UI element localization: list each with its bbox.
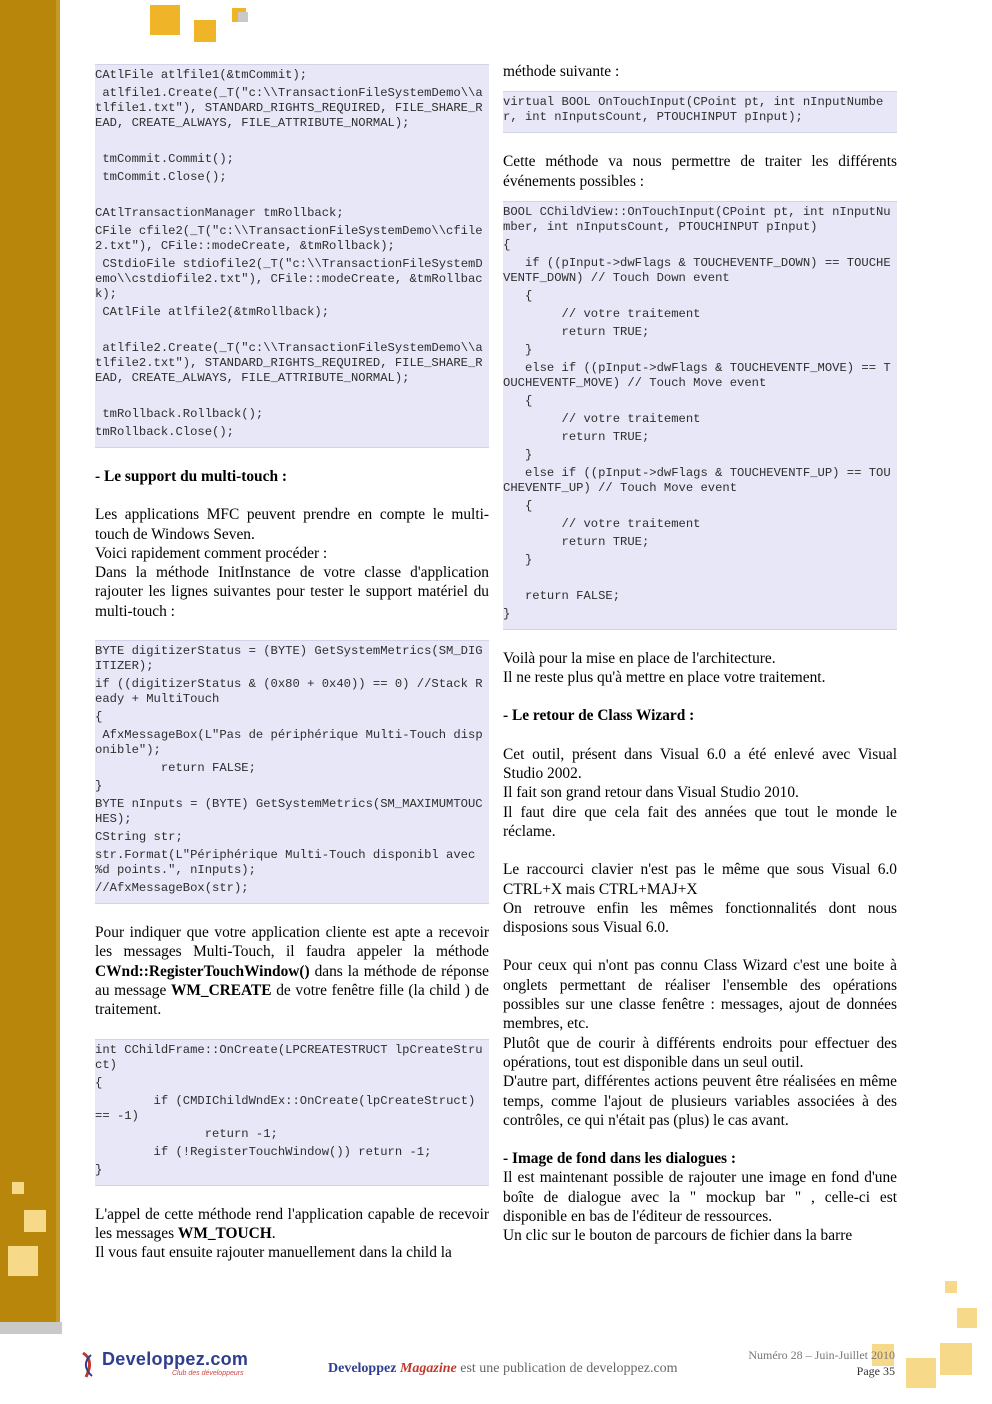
code-line: return TRUE; [503,429,650,444]
code-line: BYTE nInputs = (BYTE) GetSystemMetrics(SM_MAXIMUMTOUCHES); [95,797,483,827]
code-line: // votre traitement [503,516,701,531]
paragraph: Le raccourci clavier n'est pas le même que sous Visual 6.0 CTRL+X mais CTRL+MAJ+X [503,861,897,898]
paragraph: Un clic sur le bouton de parcours de fichier dans la barre [503,1227,853,1245]
code-block [95,64,489,448]
developpez-logo-icon [80,1351,96,1379]
paragraph [95,1205,489,1244]
text-run-bold: CWnd::RegisterTouchWindow() [95,962,310,980]
code-line: // votre traitement [503,411,701,426]
section-heading: - Le retour de Class Wizard : [503,707,695,725]
code-line [95,323,489,338]
code-line: { [503,498,533,513]
decorative-left-bar [0,0,56,1333]
code-line: return FALSE; [503,588,621,603]
paragraph: Pour ceux qui n'ont pas connu Class Wizard c'est une boite à onglets permettant de réaliser l'ensemble des opérations possibles sur une classe fenêtre : messages, ajout de données membres, etc. [503,957,897,1033]
text-run: Pour indiquer que votre application cliente est apte a recevoir les messages Multi-Touch, il faudra appeler la méthode [95,924,489,961]
code-line: if (CMDIChildWndEx::OnCreate(lpCreateStruct) == -1) [95,1093,483,1123]
code-line: { [95,1075,103,1090]
decorative-square [150,5,180,35]
code-line: else if ((pInput->dwFlags & TOUCHEVENTF_MOVE) == TOUCHEVENTF_MOVE) // Touch Move event [503,360,891,390]
paragraph: Voici rapidement comment procéder : [95,544,328,562]
code-line: if (!RegisterTouchWindow()) return -1; [95,1144,432,1159]
logo-text: Developpez.com [102,1349,249,1369]
code-line: BYTE digitizerStatus = (BYTE) GetSystemMetrics(SM_DIGITIZER); [95,644,483,674]
logo-tagline: Club des développeurs [172,1370,244,1377]
paragraph: Cet outil, présent dans Visual 6.0 a été enlevé avec Visual Studio 2002. [503,745,897,783]
code-line: { [503,393,533,408]
paragraph: méthode suivante : [503,63,620,80]
decorative-square [940,1343,972,1375]
code-line: return FALSE; [95,761,256,776]
code-line [95,134,489,149]
code-line: tmCommit.Close(); [95,170,227,184]
developpez-logo[interactable] [80,1349,260,1383]
paragraph: Cette méthode va nous permettre de traiter les différents événements possibles : [503,153,897,190]
decorative-square [957,1308,977,1328]
decorative-square [945,1281,957,1293]
decorative-square [906,1358,936,1388]
code-block [503,91,897,133]
code-line: { [503,237,511,252]
code-line: } [95,779,103,794]
decorative-square [12,1182,24,1194]
code-line: CString str; [95,830,183,845]
code-line: if ((pInput->dwFlags & TOUCHEVENTF_DOWN) == TOUCHEVENTF_DOWN) // Touch Down event [503,255,891,285]
text-run: L'appel de cette méthode rend l'application capable de recevoir les messages [95,1205,489,1242]
paragraph: Voilà pour la mise en place de l'architecture. [503,649,776,667]
code-line: AfxMessageBox(L"Pas de périphérique Multi-Touch disponible"); [95,728,483,758]
page-number: Page 35 [856,1364,895,1378]
text-run-bold: WM_TOUCH [177,1224,272,1242]
code-line: tmRollback.Close(); [95,425,234,439]
code-line: atlfile1.Create(_T("c:\\TransactionFileSystemDemo\\atlfile1.txt"), STANDARD_RIGHTS_REQUIRED, FILE_SHARE_READ, CREATE_ALWAYS, FILE_ATTRIBUTE_NORMAL); [95,86,483,130]
code-block [503,201,897,630]
code-line: return TRUE; [503,534,650,549]
code-line: { [503,288,533,303]
code-line: CAtlFile atlfile2(&tmRollback); [95,305,330,319]
paragraph: Il fait son grand retour dans Visual Studio 2010. [503,784,799,802]
text-run: de votre fenêtre fille (la child ) de traitement. [95,981,489,1019]
code-line: } [503,342,533,357]
paragraph: Plutôt que de courir à différents endroits pour effectuer des opérations, tout est disponible dans un seul outil. [503,1034,897,1071]
paragraph: Il faut dire que cela fait des années que tout le monde le réclame. [503,803,897,840]
code-line [503,571,897,586]
brand-name: Developpez [328,1361,397,1376]
paragraph: Les applications MFC peuvent prendre en compte le multi-touch de Windows Seven. [95,506,489,543]
paragraph: Il est maintenant possible de rajouter une image en fond d'une boîte de dialogue avec la " mockup bar " , celle-ci est disponible en bas de l'éditeur de ressources. [503,1169,897,1226]
code-line [95,188,489,203]
publication-line [328,1361,678,1377]
paragraph: Il ne reste plus qu'à mettre en place votre traitement. [503,669,826,687]
text-run: . [271,1224,276,1242]
decorative-square [238,12,248,22]
code-line: BOOL CChildView::OnTouchInput(CPoint pt, int nInputNumber, int nInputsCount, PTOUCHINPUT pInput) [503,204,891,234]
code-line: virtual BOOL OnTouchInput(CPoint pt, int nInputNumber, int nInputsCount, PTOUCHINPUT pInput); [503,95,884,125]
code-line: atlfile2.Create(_T("c:\\TransactionFileSystemDemo\\atlfile2.txt"), STANDARD_RIGHTS_REQUIRED, FILE_SHARE_READ, CREATE_ALWAYS, FILE_ATTRIBUTE_NORMAL); [95,341,483,385]
code-line: } [503,552,533,567]
code-line: CStdioFile stdiofile2(_T("c:\\TransactionFileSystemDemo\\cstdiofile2.txt"), CFile::modeCreate, &tmRollback); [95,257,483,301]
code-line: CAtlFile atlfile1(&tmCommit); [95,68,308,82]
paragraph: On retrouve enfin les mêmes fonctionnalités dont nous disposions sous Visual 6.0. [503,899,897,937]
code-line: //AfxMessageBox(str); [95,881,249,896]
publication-text: est une publication de developpez.com [456,1361,678,1376]
left-column [95,62,489,1262]
decorative-square [24,1210,46,1232]
decorative-bar-shadow [0,1322,62,1334]
paragraph: D'autre part, différentes actions peuvent être réalisées en même temps, comme l'ajout de plusieurs variables associées à des contrôles, ce qui n'était pas (plus) le cas avant. [503,1073,897,1129]
decorative-left-bar-edge [56,0,60,1333]
code-line: } [503,447,533,462]
code-line: { [95,710,103,725]
code-line: // votre traitement [503,306,701,321]
code-line: return -1; [95,1126,278,1141]
text-run: dans la méthode de réponse au message [95,962,489,999]
code-line: str.Format(L"Périphérique Multi-Touch disponibl avec %d points.", nInputs); [95,848,490,878]
code-block [95,1039,489,1186]
code-line: tmCommit.Commit(); [95,152,234,166]
section-heading: - Image de fond dans les dialogues : [503,1150,737,1168]
paragraph: Dans la méthode InitInstance de votre classe d'application rajouter les lignes suivantes pour tester le support matériel du multi-touch : [95,564,489,620]
section-heading: - Le support du multi-touch : [95,468,287,485]
code-line: CFile cfile2(_T("c:\\TransactionFileSystemDemo\\cfile2.txt"), CFile::modeCreate, &tmRollback); [95,224,483,253]
text-run-bold: WM_CREATE [170,981,272,999]
decorative-square [194,20,216,42]
paragraph [95,923,489,1019]
code-line: if ((digitizerStatus & (0x80 + 0x40)) == 0) //Stack Ready + MultiTouch [95,677,483,707]
issue-number: Numéro 28 – Juin-Juillet 2010 [748,1348,895,1362]
code-line: } [95,1162,103,1177]
paragraph: Il vous faut ensuite rajouter manuellement dans la child la [95,1244,452,1262]
code-line [95,389,489,404]
code-block [95,640,489,904]
code-line: CAtlTransactionManager tmRollback; [95,206,344,220]
magazine-word: Magazine [399,1361,457,1376]
code-line: tmRollback.Rollback(); [95,407,264,421]
code-line: } [503,606,511,621]
right-column [503,62,897,1246]
code-line: else if ((pInput->dwFlags & TOUCHEVENTF_UP) == TOUCHEVENTF_UP) // Touch Move event [503,465,891,495]
code-line: int CChildFrame::OnCreate(LPCREATESTRUCT lpCreateStruct) [95,1042,483,1072]
decorative-square [8,1246,38,1276]
code-line: return TRUE; [503,324,650,339]
